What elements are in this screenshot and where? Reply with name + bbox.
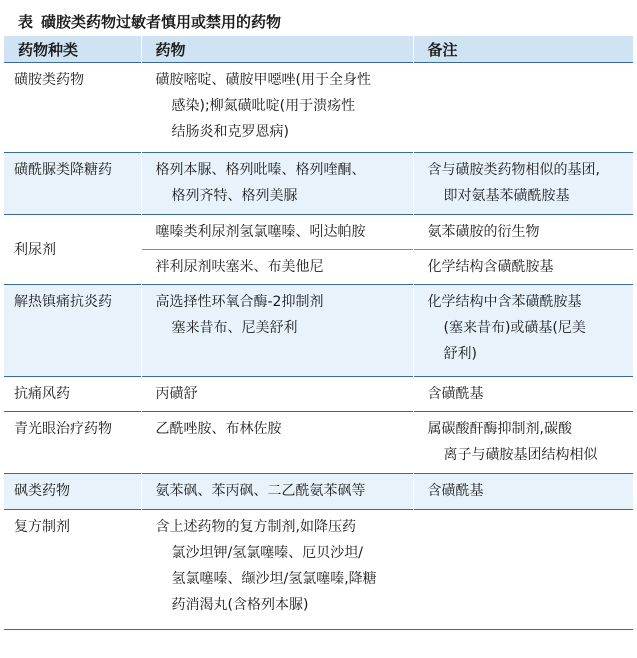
drug-cell bbox=[141, 63, 413, 153]
drug-line: 氨苯砜、苯丙砜、二乙酰氨苯砜等 bbox=[155, 483, 366, 499]
header-drug-category: 药物种类 bbox=[4, 36, 141, 63]
note-line: 舒利) bbox=[443, 346, 477, 362]
table-row bbox=[4, 285, 633, 377]
drug-table bbox=[4, 36, 633, 630]
drug-cell bbox=[141, 474, 413, 510]
note-line: 即对氨基苯磺酰胺基 bbox=[443, 188, 570, 204]
drug-line: 袢利尿剂呋塞米、布美他尼 bbox=[155, 259, 324, 275]
table-row bbox=[4, 63, 633, 153]
table-row bbox=[4, 474, 633, 510]
table-row bbox=[4, 412, 633, 474]
drug-cell bbox=[141, 215, 413, 250]
drug-cell bbox=[141, 153, 413, 215]
header-note: 备注 bbox=[413, 36, 633, 63]
drug-line: 丙磺舒 bbox=[155, 386, 198, 402]
note-line: 离子与磺胺基团结构相似 bbox=[443, 447, 598, 463]
note-line: 属碳酸酐酶抑制剂,碳酸 bbox=[427, 421, 572, 437]
drug-cell bbox=[141, 250, 413, 285]
note-cell bbox=[413, 215, 633, 250]
drug-cell bbox=[141, 377, 413, 412]
category-cell: 青光眼治疗药物 bbox=[4, 412, 141, 474]
table-row bbox=[4, 377, 633, 412]
category-cell: 磺胺类药物 bbox=[4, 63, 141, 153]
drug-line: 磺胺嘧啶、磺胺甲噁唑(用于全身性 bbox=[155, 72, 371, 88]
category-cell: 磺酰脲类降糖药 bbox=[4, 153, 141, 215]
table-caption bbox=[4, 8, 633, 36]
category-cell: 抗痛风药 bbox=[4, 377, 141, 412]
drug-line: 氢氯噻嗪、缬沙坦/氢氯噻嗪,降糖 bbox=[171, 571, 377, 587]
note-cell bbox=[413, 474, 633, 510]
drug-cell bbox=[141, 412, 413, 474]
note-line: 含磺酰基 bbox=[427, 386, 484, 402]
drug-line: 格列齐特、格列美脲 bbox=[171, 188, 298, 204]
drug-line: 塞来昔布、尼美舒利 bbox=[171, 320, 298, 336]
drug-line: 乙酰唑胺、布林佐胺 bbox=[155, 421, 282, 437]
caption-label: 表 bbox=[18, 13, 34, 31]
category-cell: 砜类药物 bbox=[4, 474, 141, 510]
drug-line: 高选择性环氧合酶-2抑制剂 bbox=[155, 294, 324, 310]
note-line: 氨苯磺胺的衍生物 bbox=[427, 224, 540, 240]
drug-line: 含上述药物的复方制剂,如降压药 bbox=[155, 519, 356, 535]
note-line: 化学结构中含苯磺酰胺基 bbox=[427, 294, 582, 310]
drug-line: 氯沙坦钾/氢氯噻嗪、厄贝沙坦/ bbox=[171, 545, 363, 561]
drug-line: 噻嗪类利尿剂氢氯噻嗪、吲达帕胺 bbox=[155, 224, 366, 240]
note-cell bbox=[413, 285, 633, 377]
note-cell bbox=[413, 412, 633, 474]
drug-line: 感染);柳氮磺吡啶(用于溃疡性 bbox=[171, 98, 356, 114]
category-cell: 利尿剂 bbox=[4, 215, 141, 285]
note-cell bbox=[413, 63, 633, 153]
note-line: 化学结构含磺酰胺基 bbox=[427, 259, 554, 275]
table-row bbox=[4, 510, 633, 630]
table-row bbox=[4, 215, 633, 250]
category-cell: 复方制剂 bbox=[4, 510, 141, 630]
drug-cell bbox=[141, 510, 413, 630]
table-row bbox=[4, 153, 633, 215]
drug-line: 格列本脲、格列吡嗪、格列喹酮、 bbox=[155, 162, 366, 178]
note-cell bbox=[413, 153, 633, 215]
table-header-row bbox=[4, 36, 633, 63]
note-line: (塞来昔布)或磺基(尼美 bbox=[443, 320, 586, 336]
category-cell: 解热镇痛抗炎药 bbox=[4, 285, 141, 377]
drug-line: 药消渴丸(含格列本脲) bbox=[171, 597, 309, 613]
note-cell bbox=[413, 377, 633, 412]
note-line: 含磺酰基 bbox=[427, 483, 484, 499]
caption-title: 磺胺类药物过敏者慎用或禁用的药物 bbox=[41, 13, 282, 31]
note-cell bbox=[413, 510, 633, 630]
drug-line: 结肠炎和克罗恩病) bbox=[171, 124, 289, 140]
drug-cell bbox=[141, 285, 413, 377]
header-drug: 药物 bbox=[141, 36, 413, 63]
note-cell bbox=[413, 250, 633, 285]
note-line: 含与磺胺类药物相似的基团, bbox=[427, 162, 600, 178]
